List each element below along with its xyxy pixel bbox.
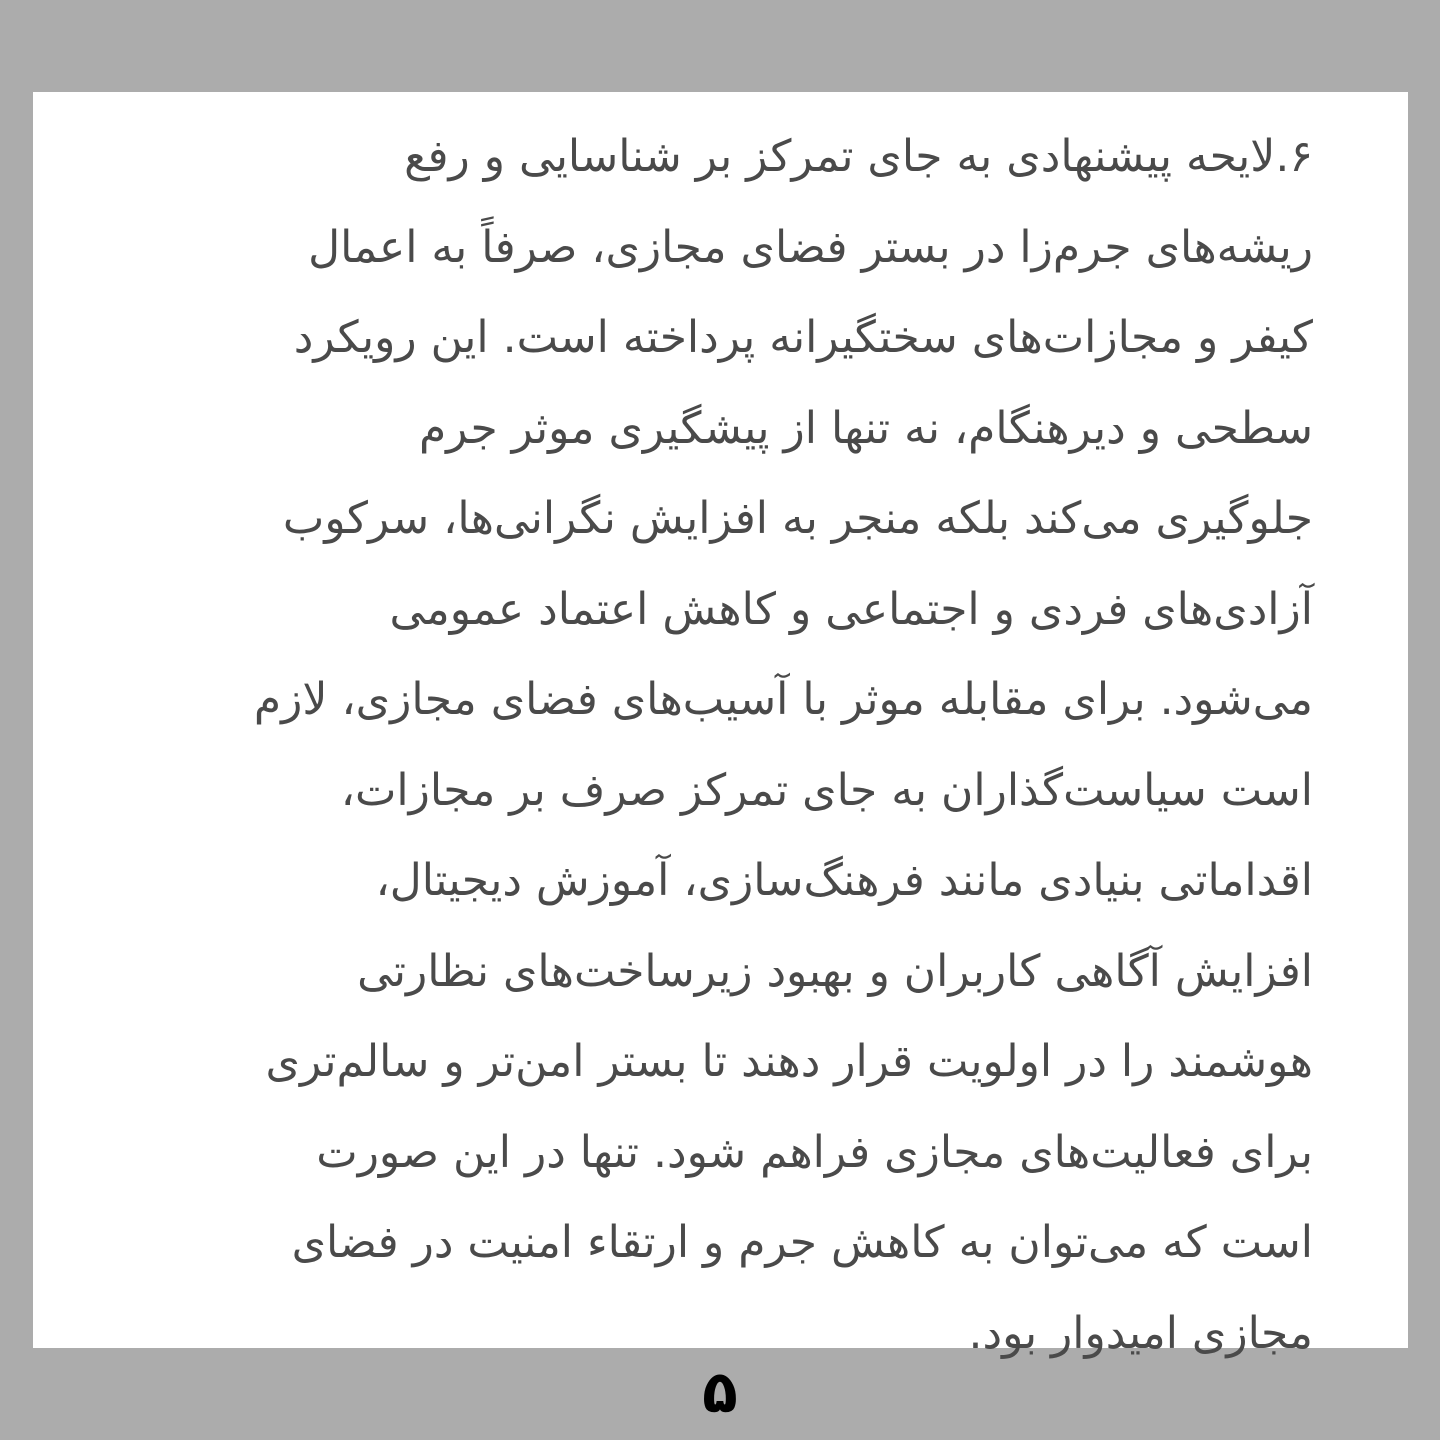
text-line: برای فعالیت‌های مجازی فراهم شود. تنها در این صورت <box>316 1126 1313 1178</box>
text-line: سطحی و دیرهنگام، نه تنها از پیشگیری موثر جرم <box>418 402 1313 454</box>
text-line: می‌شود. برای مقابله موثر با آسیب‌های فضای مجازی، لازم <box>253 674 1313 725</box>
text-line: هوشمند را در اولویت قرار دهند تا بستر امن‌تر و سالم‌تری <box>265 1036 1313 1087</box>
text-line: افزایش آگاهی کاربران و بهبود زیرساخت‌های نظارتی <box>357 945 1313 997</box>
body-paragraph <box>133 112 1313 1379</box>
text-line: جلوگیری می‌کند بلکه منجر به افزایش نگرانی‌ها، سرکوب <box>282 493 1313 544</box>
text-line: است که می‌توان به کاهش جرم و ارتقاء امنیت در فضای <box>291 1217 1313 1268</box>
text-line: است سیاست‌گذاران به جای تمرکز صرف بر مجازات، <box>340 764 1313 816</box>
text-line: کیفر و مجازات‌های سختگیرانه پرداخته است. این رویکرد <box>293 312 1313 363</box>
text-line: ریشه‌های جرم‌زا در بستر فضای مجازی، صرفاً به اعمال <box>308 221 1313 273</box>
text-line: مجازی امیدوار بود. <box>968 1307 1313 1359</box>
text-line: آزادی‌های فردی و اجتماعی و کاهش اعتماد عمومی <box>389 583 1313 635</box>
page-card <box>33 92 1408 1359</box>
page-number: ۵ <box>702 1358 738 1426</box>
text-line: اقداماتی بنیادی مانند فرهنگ‌سازی، آموزش دیجیتال، <box>375 855 1313 906</box>
text-line: ۶.لایحه پیشنهادی به جای تمرکز بر شناسایی و رفع <box>404 131 1313 182</box>
